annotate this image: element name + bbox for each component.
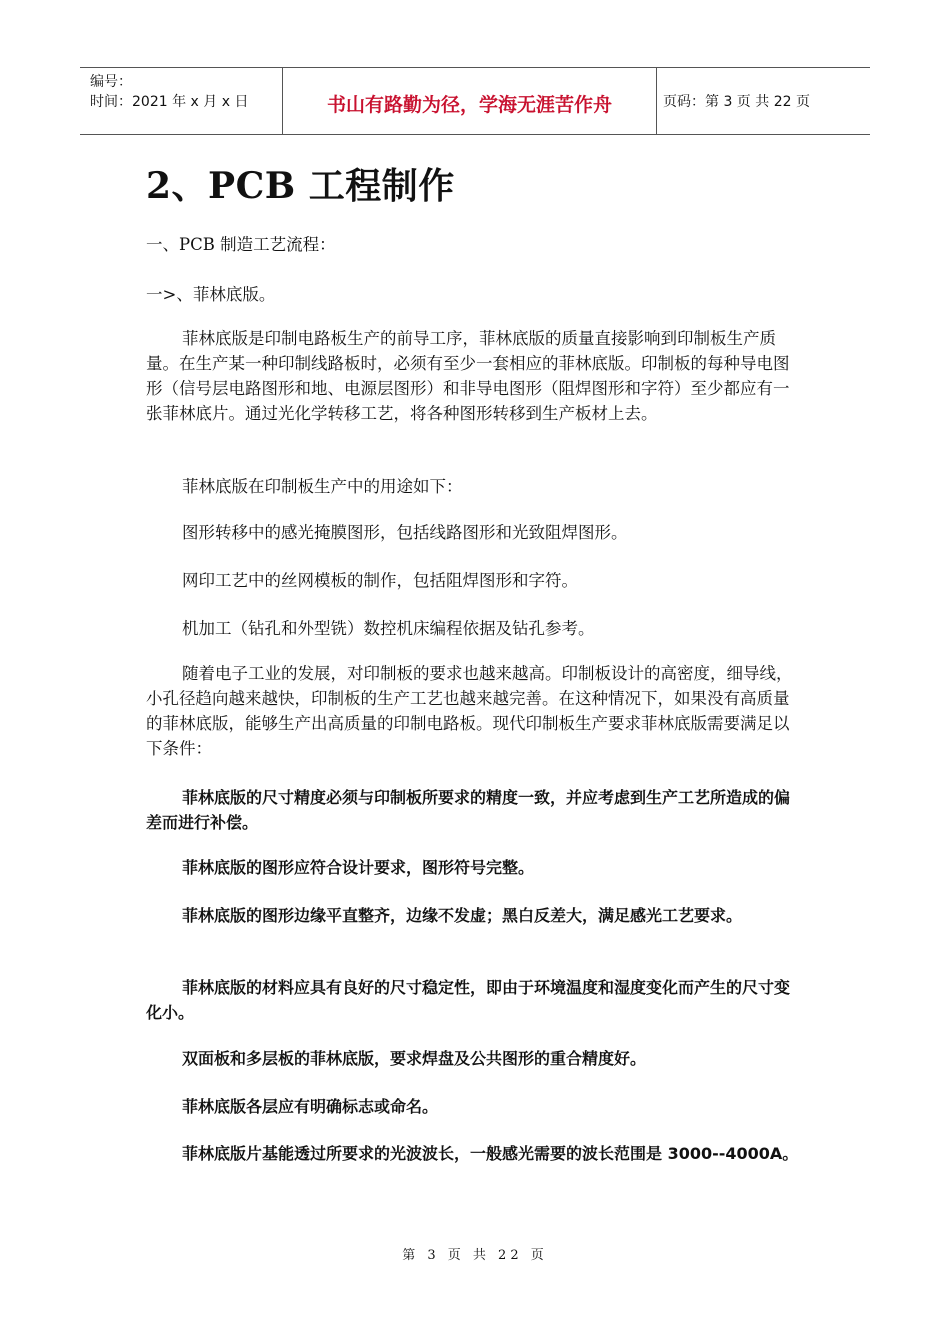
requirement-item: 菲林底版的图形边缘平直整齐，边缘不发虚；黑白反差大，满足感光工艺要求。 [182, 906, 743, 925]
paragraph-intro: 菲林底版是印制电路板生产的前导工序，菲林底版的质量直接影响到印制板生产质量。在生产某一种印制线路板时，必须有至少一套相应的菲林底版。印制板的每种导电图形（信号层电路图形和地、电源层图形）和非导电图形（阻焊图形和字符）至少都应有一张菲林底片。通过光化学转移工艺，将各种图形转移到生产板材上去。 [146, 329, 790, 423]
section-heading-2: 一>、菲林底版。 [146, 285, 276, 304]
requirement-item: 菲林底版的材料应具有良好的尺寸稳定性，即由于环境温度和湿度变化而产生的尺寸变化小。 [146, 978, 791, 1022]
serial-label: 编号： [90, 74, 132, 90]
requirement-item: 菲林底版的图形应符合设计要求，图形符号完整。 [182, 858, 535, 877]
page-footer: 第 3 页 共 22 页 [402, 1248, 548, 1263]
requirement-item: 菲林底版各层应有明确标志或命名。 [182, 1097, 439, 1116]
requirement-item: 双面板和多层板的菲林底版，要求焊盘及公共图形的重合精度好。 [182, 1049, 647, 1068]
paragraph-usage-1: 图形转移中的感光掩膜图形，包括线路图形和光致阻焊图形。 [182, 523, 628, 542]
paragraph-usage-2: 网印工艺中的丝网模板的制作，包括阻焊图形和字符。 [182, 571, 578, 590]
section-heading-1: 一、PCB 制造工艺流程： [146, 235, 336, 254]
header-motto: 书山有路勤为径，学海无涯苦作舟 [283, 68, 657, 134]
paragraph-usage-heading: 菲林底版在印制板生产中的用途如下： [182, 477, 463, 496]
date-label: 时间：2021 年 x 月 x 日 [90, 94, 249, 110]
page-header [80, 67, 870, 135]
paragraph-usage-3: 机加工（钻孔和外型铣）数控机床编程依据及钻孔参考。 [182, 619, 595, 638]
page-title: 2、PCB 工程制作 [146, 165, 455, 207]
requirement-item: 菲林底版片基能透过所要求的光波波长，一般感光需要的波长范围是 3000--4000A。 [182, 1144, 799, 1163]
header-page-info: 页码：第 3 页 共 22 页 [663, 94, 810, 110]
header-meta [80, 68, 283, 134]
requirement-item: 菲林底版的尺寸精度必须与印制板所要求的精度一致，并应考虑到生产工艺所造成的偏差而进行补偿。 [146, 788, 791, 832]
paragraph-development: 随着电子工业的发展，对印制板的要求也越来越高。印制板设计的高密度，细导线，小孔径趋向越来越快，印制板的生产工艺也越来越完善。在这种情况下，如果没有高质量的菲林底版，能够生产出高质量的印制电路板。现代印制板生产要求菲林底版需要满足以下条件： [146, 664, 793, 758]
